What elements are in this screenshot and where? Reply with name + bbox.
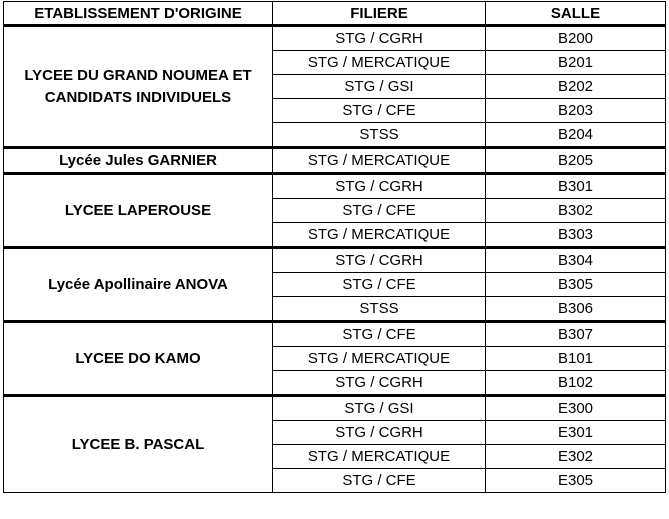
- table-row: [4, 322, 666, 347]
- salle-cell: B201: [486, 51, 666, 75]
- salle-cell: B307: [486, 322, 666, 347]
- header-etablissement: ETABLISSEMENT D'ORIGINE: [4, 2, 273, 26]
- filiere-cell: STG / GSI: [273, 396, 486, 421]
- school-name-cell: LYCEE B. PASCAL: [4, 396, 273, 493]
- table-row: [4, 26, 666, 51]
- salle-cell: B305: [486, 273, 666, 297]
- table-row: [4, 148, 666, 174]
- salle-cell: B205: [486, 148, 666, 174]
- filiere-cell: STG / CFE: [273, 199, 486, 223]
- table-row: [4, 248, 666, 273]
- filiere-cell: STG / CFE: [273, 469, 486, 493]
- salle-cell: B303: [486, 223, 666, 248]
- school-name-cell: LYCEE DU GRAND NOUMEA ET CANDIDATS INDIVIDUELS: [4, 26, 273, 148]
- filiere-cell: STG / CGRH: [273, 421, 486, 445]
- filiere-cell: STG / CGRH: [273, 26, 486, 51]
- table-body: [4, 26, 666, 493]
- salle-cell: B302: [486, 199, 666, 223]
- school-name-cell: Lycée Apollinaire ANOVA: [4, 248, 273, 322]
- filiere-cell: STSS: [273, 123, 486, 148]
- filiere-cell: STSS: [273, 297, 486, 322]
- filiere-cell: STG / CGRH: [273, 174, 486, 199]
- salle-cell: B202: [486, 75, 666, 99]
- salle-cell: B101: [486, 347, 666, 371]
- school-name-cell: LYCEE DO KAMO: [4, 322, 273, 396]
- salle-cell: B102: [486, 371, 666, 396]
- filiere-cell: STG / GSI: [273, 75, 486, 99]
- filiere-cell: STG / CFE: [273, 273, 486, 297]
- room-assignment-table: [3, 1, 666, 493]
- header-filiere: FILIERE: [273, 2, 486, 26]
- table-row: [4, 174, 666, 199]
- salle-cell: E301: [486, 421, 666, 445]
- filiere-cell: STG / MERCATIQUE: [273, 445, 486, 469]
- filiere-cell: STG / CGRH: [273, 248, 486, 273]
- salle-cell: E300: [486, 396, 666, 421]
- school-name-cell: Lycée Jules GARNIER: [4, 148, 273, 174]
- salle-cell: B204: [486, 123, 666, 148]
- filiere-cell: STG / MERCATIQUE: [273, 51, 486, 75]
- salle-cell: B304: [486, 248, 666, 273]
- salle-cell: E302: [486, 445, 666, 469]
- filiere-cell: STG / CFE: [273, 322, 486, 347]
- salle-cell: B306: [486, 297, 666, 322]
- salle-cell: B203: [486, 99, 666, 123]
- filiere-cell: STG / CGRH: [273, 371, 486, 396]
- header-row: [4, 2, 666, 26]
- header-salle: SALLE: [486, 2, 666, 26]
- salle-cell: B301: [486, 174, 666, 199]
- filiere-cell: STG / MERCATIQUE: [273, 223, 486, 248]
- filiere-cell: STG / CFE: [273, 99, 486, 123]
- salle-cell: B200: [486, 26, 666, 51]
- salle-cell: E305: [486, 469, 666, 493]
- table-row: [4, 396, 666, 421]
- school-name-cell: LYCEE LAPEROUSE: [4, 174, 273, 248]
- filiere-cell: STG / MERCATIQUE: [273, 347, 486, 371]
- filiere-cell: STG / MERCATIQUE: [273, 148, 486, 174]
